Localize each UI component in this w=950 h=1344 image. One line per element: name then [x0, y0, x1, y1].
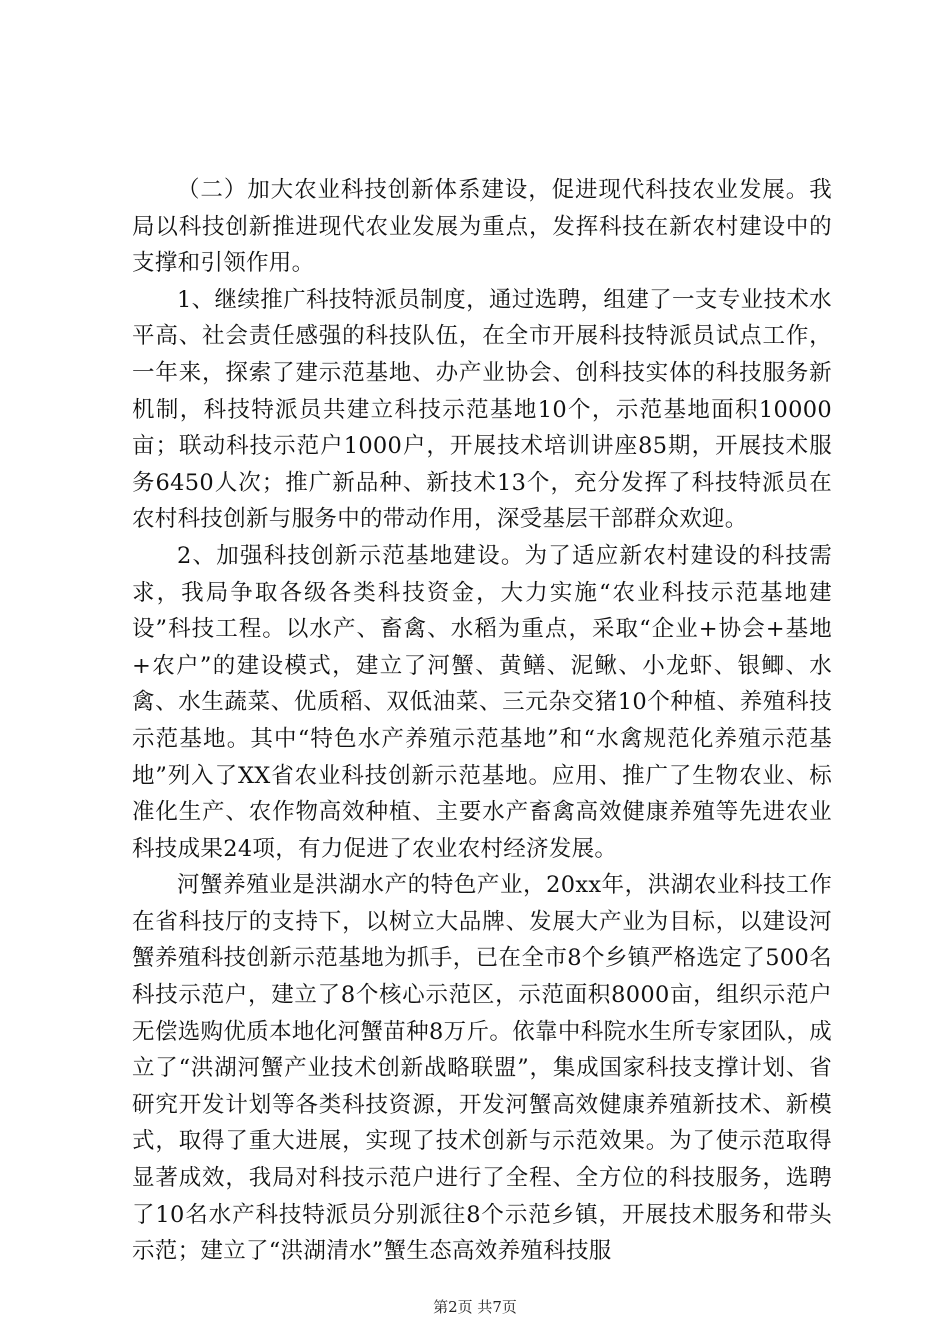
paragraph-demonstration-base: 2、加强科技创新示范基地建设。为了适应新农村建设的科技需求，我局争取各级各类科技资金，大力实施“农业科技示范基地建设”科技工程。以水产、畜禽、水稻为重点，采取“企业+协会+基地+农户”的建设模式，建立了河蟹、黄鳝、泥鳅、小龙虾、银鲫、水禽、水生蔬菜、优质稻、双低油菜、三元杂交猪10个种植、养殖科技示范基地。其中“特色水产养殖示范基地”和“水禽规范化养殖示范基地”列入了XX省农业科技创新示范基地。应用、推广了生物农业、标准化生产、农作物高效种植、主要水产畜禽高效健康养殖等先进农业科技成果24项，有力促进了农业农村经济发展。 [132, 542, 832, 862]
document-body [132, 172, 832, 1270]
page-number-footer: 第2页 共7页 [433, 1298, 517, 1316]
paragraph-section-two-intro: （二）加大农业科技创新体系建设，促进现代科技农业发展。我局以科技创新推进现代农业发展为重点，发挥科技在新农村建设中的支撑和引领作用。 [132, 177, 832, 277]
paragraph-science-envoy-system: 1、继续推广科技特派员制度，通过选聘，组建了一支专业技术水平高、社会责任感强的科技队伍，在全市开展科技特派员试点工作，一年来，探索了建示范基地、办产业协会、创科技实体的科技服务新机制，科技特派员共建立科技示范基地10个，示范基地面积10000亩；联动科技示范户1000户，开展技术培训讲座85期，开展技术服务6450人次；推广新品种、新技术13个，充分发挥了科技特派员在农村科技创新与服务中的带动作用，深受基层干部群众欢迎。 [132, 286, 832, 533]
paragraph-crab-farming: 河蟹养殖业是洪湖水产的特色产业，20xx年，洪湖农业科技工作在省科技厅的支持下，以树立大品牌、发展大产业为目标，以建设河蟹养殖科技创新示范基地为抓手，已在全市8个乡镇严格选定了500名科技示范户，建立了8个核心示范区，示范面积8000亩，组织示范户无偿选购优质本地化河蟹苗种8万斤。依靠中科院水生所专家团队，成立了“洪湖河蟹产业技术创新战略联盟”，集成国家科技支撑计划、省研究开发计划等各类科技资源，开发河蟹高效健康养殖新技术、新模式，取得了重大进展，实现了技术创新与示范效果。为了使示范取得显著成效，我局对科技示范户进行了全程、全方位的科技服务，选聘了10名水产科技特派员分别派往8个示范乡镇，开展技术服务和带头示范；建立了“洪湖清水”蟹生态高效养殖科技服 [132, 872, 832, 1265]
